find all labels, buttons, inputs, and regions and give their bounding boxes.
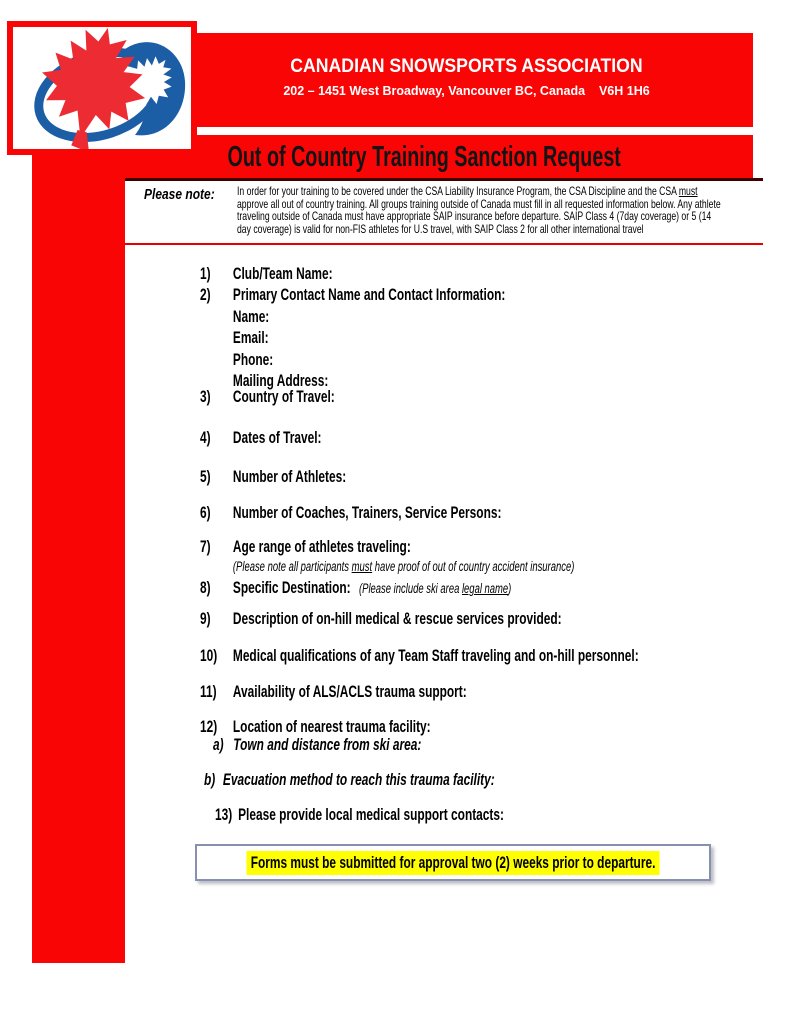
form-item-2 <box>200 284 636 392</box>
form-item-12b <box>204 769 619 790</box>
item-note-underlined: legal name <box>461 581 509 596</box>
form-item-7 <box>200 537 735 576</box>
item-number: 1) <box>200 264 211 283</box>
red-divider-line <box>125 243 763 245</box>
dark-divider-line <box>125 178 763 181</box>
item-label: Medical qualifications of any Team Staff traveling and on-hill personnel: <box>232 646 639 665</box>
item-note: (Please note all participants <box>232 559 352 574</box>
item-label: Please provide local medical support contacts: <box>238 805 504 824</box>
notice-underlined-word: must <box>678 184 698 198</box>
form-item-1 <box>200 263 389 284</box>
item-note: ) <box>508 581 512 596</box>
csa-logo <box>7 21 197 155</box>
item-number: 4) <box>200 428 211 447</box>
item-label: Availability of ALS/ACLS trauma support: <box>232 682 467 701</box>
form-item-12a <box>213 734 511 755</box>
item-label: Specific Destination: <box>232 578 351 597</box>
item-label: Number of Coaches, Trainers, Service Persons: <box>232 503 502 522</box>
left-red-band <box>32 135 125 963</box>
form-item-8 <box>200 577 645 599</box>
item-label: Country of Travel: <box>232 387 335 406</box>
csa-maple-leaf-logo-icon <box>13 27 191 149</box>
item-number: 3) <box>200 387 211 406</box>
item-number: 9) <box>200 609 211 628</box>
item-label: Dates of Travel: <box>232 428 322 447</box>
item-label: Primary Contact Name and Contact Information: <box>232 285 506 304</box>
item-number: 8) <box>200 578 211 597</box>
form-item-3 <box>200 386 392 407</box>
org-address: 202 – 1451 West Broadway, Vancouver BC, Canada V6H 1H6 <box>283 84 650 98</box>
item-note: (Please include ski area <box>358 581 462 596</box>
header-red-band <box>125 33 753 127</box>
form-item-13 <box>215 804 628 825</box>
item-number: 6) <box>200 503 211 522</box>
form-item-4 <box>200 427 374 448</box>
notice-text-part: approve all out of country training. All groups training outside of Canada must fill in all requested information below. Any athlete traveling outside of Canada must have appropriate SAIP insurance before departure. SAIP Class 4 (7day coverage) or 5 (14 day coverage) is valid for non-FIS athletes for U.S travel, with SAIP Class 2 for all other international travel <box>237 196 721 237</box>
form-item-5 <box>200 466 409 487</box>
form-item-6 <box>200 502 631 523</box>
item-number: 10) <box>200 646 218 665</box>
item-number: b) <box>204 770 216 789</box>
item-number: a) <box>213 735 224 754</box>
field-mailing-address: Mailing Address: <box>232 371 329 390</box>
notice-text <box>237 185 721 236</box>
item-label: Town and distance from ski area: <box>233 735 422 754</box>
item-label: Club/Team Name: <box>232 264 333 283</box>
notice-text-part: In order for your training to be covered under the CSA Liability Insurance Program, the CSA Discipline and the CSA <box>237 184 679 198</box>
item-label: Number of Athletes: <box>232 467 347 486</box>
item-number: 5) <box>200 467 211 486</box>
field-email: Email: <box>232 328 269 347</box>
item-label: Location of nearest trauma facility: <box>232 717 431 736</box>
item-number: 13) <box>215 805 233 824</box>
footer-notice: Forms must be submitted for approval two (2) weeks prior to departure. <box>246 851 659 875</box>
item-label: Age range of athletes traveling: <box>232 537 411 556</box>
field-name: Name: <box>232 306 270 326</box>
field-phone: Phone: <box>232 349 274 369</box>
item-number: 7) <box>200 537 211 556</box>
org-name: CANADIAN SNOWSPORTS ASSOCIATION <box>290 56 643 77</box>
form-item-10 <box>200 645 791 666</box>
form-item-11 <box>200 681 581 702</box>
item-note-underlined: must <box>351 559 373 574</box>
form-item-9 <box>200 608 717 629</box>
item-number: 11) <box>200 682 217 701</box>
notice-label: Please note: <box>144 186 215 203</box>
item-number: 2) <box>200 285 211 304</box>
page-title: Out of Country Training Sanction Request <box>227 141 621 173</box>
item-note: have proof of out of country accident insurance) <box>372 559 575 574</box>
item-label: Description of on-hill medical & rescue services provided: <box>232 609 562 628</box>
item-number: 12) <box>200 717 218 736</box>
footer-notice-box <box>195 844 711 881</box>
item-label: Evacuation method to reach this trauma facility: <box>222 770 495 789</box>
